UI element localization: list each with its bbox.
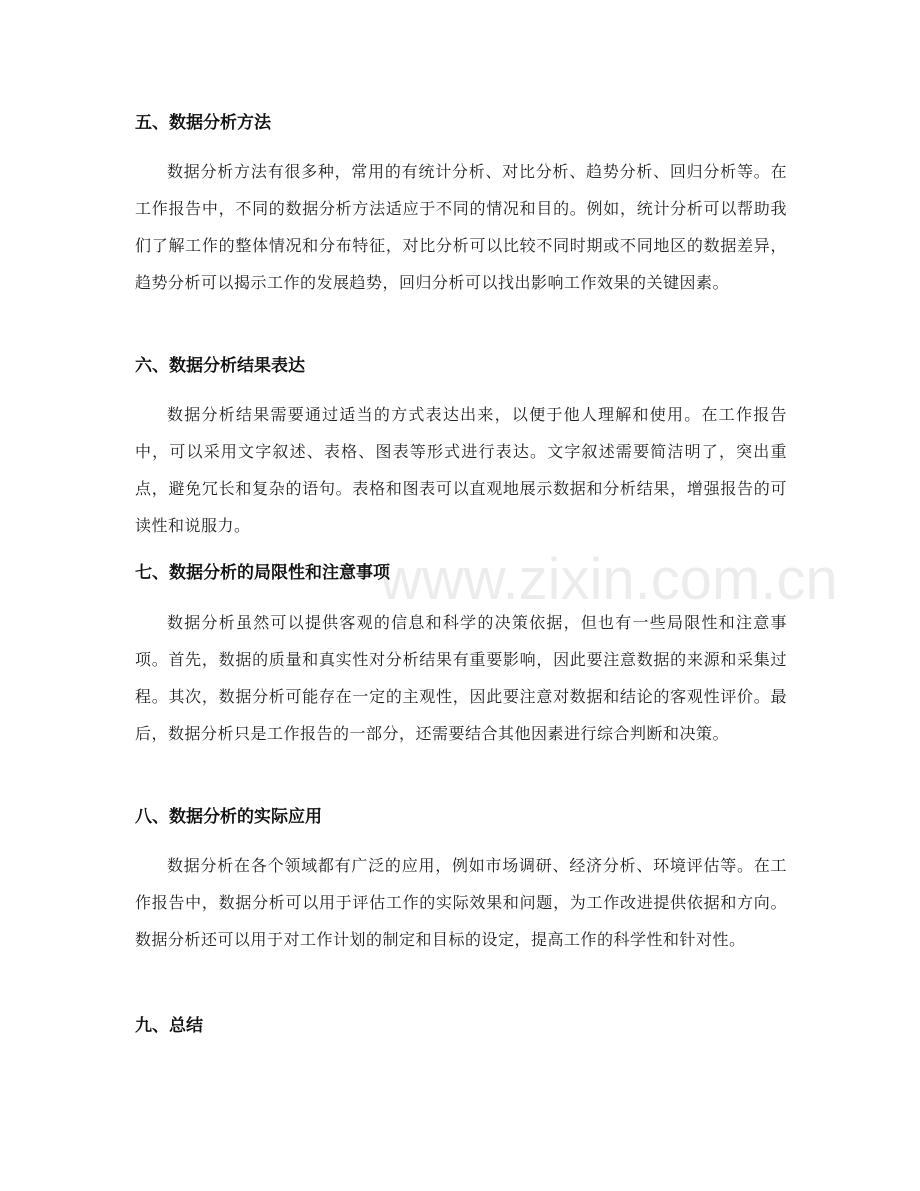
section-heading-methods: 五、数据分析方法 xyxy=(135,113,271,133)
section-body-applications: 数据分析在各个领域都有广泛的应用，例如市场调研、经济分析、环境评估等。在工作报告中，数据分析可以用于评估工作的实际效果和问题，为工作改进提供依据和方向。数据分析还可以用于对工作计划的制定和目标的设定，提高工作的科学性和针对性。 xyxy=(135,856,787,949)
section-heading-expression: 六、数据分析结果表达 xyxy=(135,356,305,376)
watermark: www.zixin.com.cn xyxy=(380,547,838,612)
section-heading-applications: 八、数据分析的实际应用 xyxy=(135,807,322,827)
section-heading-summary: 九、总结 xyxy=(135,1016,203,1036)
section-body-limitations: 数据分析虽然可以提供客观的信息和科学的决策依据，但也有一些局限性和注意事项。首先，数据的质量和真实性对分析结果有重要影响，因此要注意数据的来源和采集过程。其次，数据分析可能存在一定的主观性，因此要注意对数据和结论的客观性评价。最后，数据分析只是工作报告的一部分，还需要结合其他因素进行综合判断和决策。 xyxy=(135,613,787,743)
section-body-methods: 数据分析方法有很多种，常用的有统计分析、对比分析、趋势分析、回归分析等。在工作报告中，不同的数据分析方法适应于不同的情况和目的。例如，统计分析可以帮助我们了解工作的整体情况和分布特征，对比分析可以比较不同时期或不同地区的数据差异，趋势分析可以揭示工作的发展趋势，回归分析可以找出影响工作效果的关键因素。 xyxy=(135,162,787,292)
section-body-expression: 数据分析结果需要通过适当的方式表达出来，以便于他人理解和使用。在工作报告中，可以采用文字叙述、表格、图表等形式进行表达。文字叙述需要简洁明了，突出重点，避免冗长和复杂的语句。表格和图表可以直观地展示数据和分析结果，增强报告的可读性和说服力。 xyxy=(135,405,787,535)
section-heading-limitations: 七、数据分析的局限性和注意事项 xyxy=(135,563,390,583)
